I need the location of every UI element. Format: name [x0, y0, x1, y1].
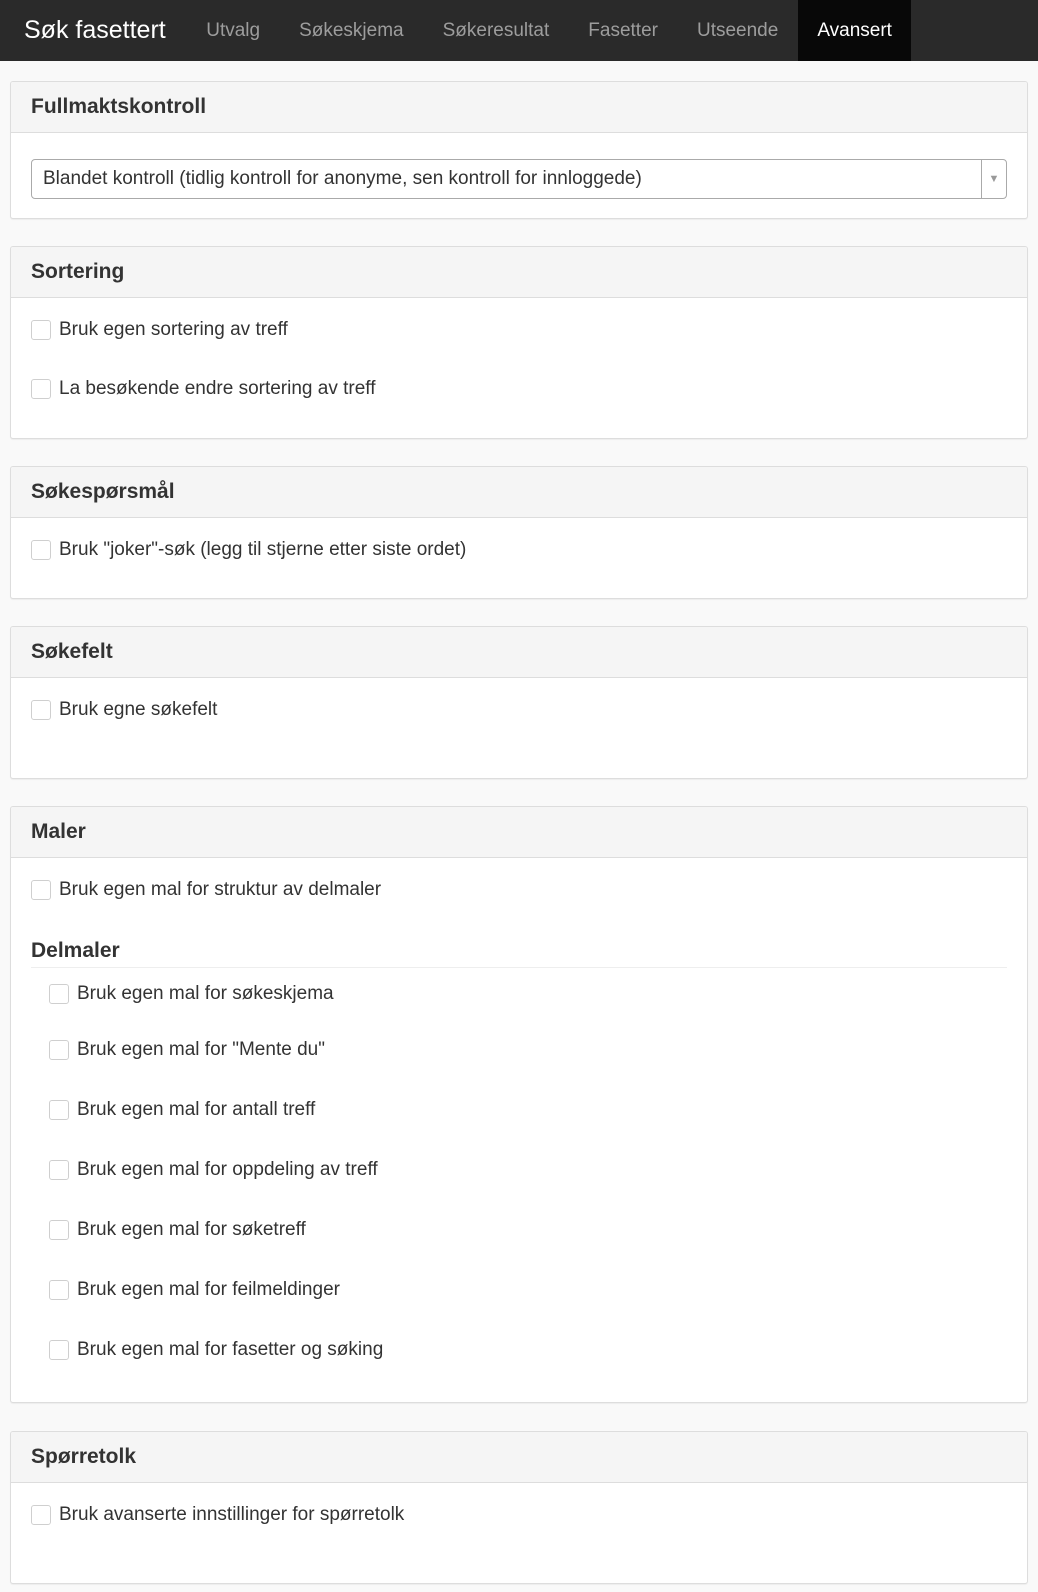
option-label: Bruk egen mal for søketreff	[77, 1219, 306, 1240]
select-value: Blandet kontroll (tidlig kontroll for anonyme, sen kontroll for innloggede)	[43, 168, 642, 189]
checkbox[interactable]	[31, 379, 51, 399]
checkbox[interactable]	[49, 984, 69, 1004]
triangle-down-icon: ▼	[981, 160, 1006, 198]
option-mal-antall-treff[interactable]	[49, 1080, 1007, 1140]
tab-avansert[interactable]: Avansert	[798, 0, 912, 61]
option-mal-oppdeling[interactable]	[49, 1140, 1007, 1200]
panel-fullmaktskontroll	[10, 81, 1028, 219]
option-label: Bruk egen mal for fasetter og søking	[77, 1339, 384, 1360]
panel-title-maler: Maler	[11, 807, 1027, 858]
nav-tabs	[187, 0, 912, 61]
panel-sortering	[10, 246, 1028, 439]
panel-title-sokesporsmal: Søkespørsmål	[11, 467, 1027, 518]
delmaler-list	[31, 968, 1007, 1380]
option-label: Bruk egen mal for "Mente du"	[77, 1039, 325, 1060]
checkbox[interactable]	[31, 880, 51, 900]
main-content	[0, 81, 1038, 1584]
checkbox[interactable]	[31, 700, 51, 720]
tab-sokeskjema[interactable]: Søkeskjema	[299, 19, 404, 41]
panel-title-sporretolk: Spørretolk	[11, 1432, 1027, 1483]
checkbox[interactable]	[49, 1160, 69, 1180]
option-avanserte-sporretolk[interactable]	[31, 1495, 1007, 1535]
option-label: Bruk avanserte innstillinger for spørretolk	[59, 1504, 405, 1525]
option-joker-sok[interactable]	[31, 530, 1007, 570]
option-mal-mente-du[interactable]	[49, 1020, 1007, 1080]
checkbox[interactable]	[31, 320, 51, 340]
checkbox[interactable]	[49, 1100, 69, 1120]
delmaler-heading: Delmaler	[31, 939, 1007, 968]
option-endre-sortering[interactable]	[31, 350, 1007, 428]
option-label: Bruk egen mal for struktur av delmaler	[59, 879, 382, 900]
fullmaktskontroll-select[interactable]	[31, 159, 1007, 199]
option-egne-sokefelt[interactable]	[31, 690, 1007, 730]
tab-utseende[interactable]: Utseende	[696, 19, 779, 41]
tab-fasetter[interactable]: Fasetter	[588, 19, 658, 41]
option-mal-soketreff[interactable]	[49, 1200, 1007, 1260]
panel-title-sortering: Sortering	[11, 247, 1027, 298]
option-label: Bruk egen mal for oppdeling av treff	[77, 1159, 378, 1180]
panel-maler	[10, 806, 1028, 1403]
top-navbar	[0, 0, 1038, 61]
option-label: Bruk egen mal for feilmeldinger	[77, 1279, 340, 1300]
option-label: La besøkende endre sortering av treff	[59, 378, 376, 399]
panel-title-sokefelt: Søkefelt	[11, 627, 1027, 678]
option-mal-feilmeldinger[interactable]	[49, 1260, 1007, 1320]
checkbox[interactable]	[49, 1280, 69, 1300]
option-label: Bruk egen mal for søkeskjema	[77, 983, 334, 1004]
option-struktur-delmaler[interactable]	[31, 870, 1007, 910]
checkbox[interactable]	[31, 1505, 51, 1525]
option-mal-fasetter[interactable]	[49, 1320, 1007, 1380]
checkbox[interactable]	[31, 540, 51, 560]
tab-sokeresultat[interactable]: Søkeresultat	[442, 19, 550, 41]
option-mal-sokeskjema[interactable]	[49, 968, 1007, 1020]
checkbox[interactable]	[49, 1220, 69, 1240]
checkbox[interactable]	[49, 1340, 69, 1360]
tab-utvalg[interactable]: Utvalg	[206, 19, 261, 41]
panel-sokesporsmal	[10, 466, 1028, 599]
checkbox[interactable]	[49, 1040, 69, 1060]
option-egen-sortering[interactable]	[31, 310, 1007, 350]
option-label: Bruk egne søkefelt	[59, 699, 218, 720]
option-label: Bruk "joker"-søk (legg til stjerne etter siste ordet)	[59, 539, 467, 560]
panel-sokefelt	[10, 626, 1028, 779]
option-label: Bruk egen mal for antall treff	[77, 1099, 316, 1120]
panel-title-fullmaktskontroll: Fullmaktskontroll	[11, 82, 1027, 133]
brand-title[interactable]: Søk fasettert	[24, 16, 166, 44]
option-label: Bruk egen sortering av treff	[59, 319, 288, 340]
panel-sporretolk	[10, 1431, 1028, 1584]
